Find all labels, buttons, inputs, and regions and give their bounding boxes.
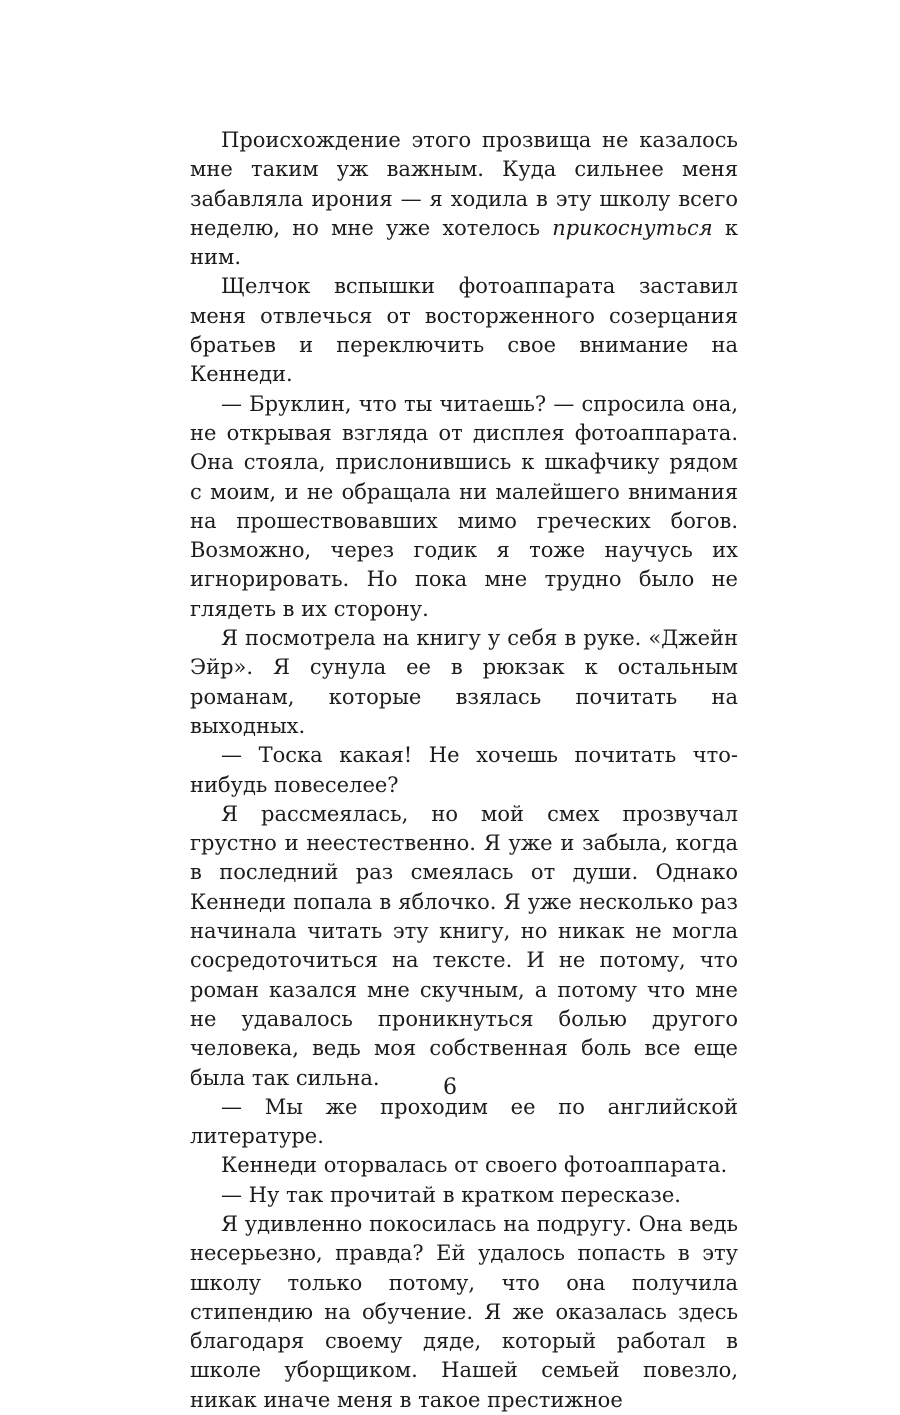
paragraph-7: — Мы же проходим ее по английской литературе. xyxy=(190,1094,738,1149)
paragraph-5: — Тоска какая! Не хочешь почитать что-нибудь повеселее? xyxy=(190,743,738,797)
paragraph-1-tail: к ним. xyxy=(190,215,738,270)
paragraph-10: Я удивленно покосилась на подругу. Она ведь несерьезно, правда? Ей удалось попасть в эту школу только потому, что она получила стипендию на обучение. Я же оказалась здесь благодаря своему дяде, который работал в школе уборщиком. Нашей семьей повезло, никак иначе меня в такое престижное xyxy=(190,1211,738,1412)
paragraph-3: — Бруклин, что ты читаешь? — спросила она, не открывая взгляда от дисплея фотоаппарата. Она стояла, прислонившись к шкафчику рядом с моим, и не обращала ни малейшего внимания на прошествовавших мимо греческих богов. Возможно, через годик я тоже научусь их игнорировать. Но пока мне трудно было не глядеть в их сторону. xyxy=(190,391,738,621)
paragraph-9: — Ну так прочитай в кратком пересказе. xyxy=(221,1182,681,1207)
paragraph-8: Кеннеди оторвалась от своего фотоаппарата. xyxy=(221,1153,728,1178)
paragraph-1-text: Происхождение этого прозвища не казалось мне таким уж важным. Куда сильнее меня забавляла ирония — я ходила в эту школу всего неделю, но мне уже хотелось xyxy=(190,128,738,240)
paragraph-2: Щелчок вспышки фотоаппарата заставил меня отвлечься от восторженного созерцания братьев и переключить свое внимание на Кеннеди. xyxy=(190,274,738,387)
paragraph-4: Я посмотрела на книгу у себя в руке. «Джейн Эйр». Я сунула ее в рюкзак к остальным романам, которые взялась почитать на выходных. xyxy=(190,626,738,738)
page-number: 6 xyxy=(443,1075,457,1100)
book-page-text xyxy=(190,126,738,1415)
paragraph-6: Я рассмеялась, но мой смех прозвучал грустно и неестественно. Я уже и забыла, когда в последний раз смеялась от души. Однако Кеннеди попала в яблочко. Я уже несколько раз начинала читать эту книгу, но никак не могла сосредоточиться на тексте. И не потому, что роман казался мне скучным, а потому что мне не удавалось проникнуться болью другого человека, ведь моя собственная боль все еще была так сильна. xyxy=(190,801,738,1090)
paragraph-1-italic: прикоснуться xyxy=(552,215,713,240)
paragraph-1 xyxy=(190,126,738,272)
